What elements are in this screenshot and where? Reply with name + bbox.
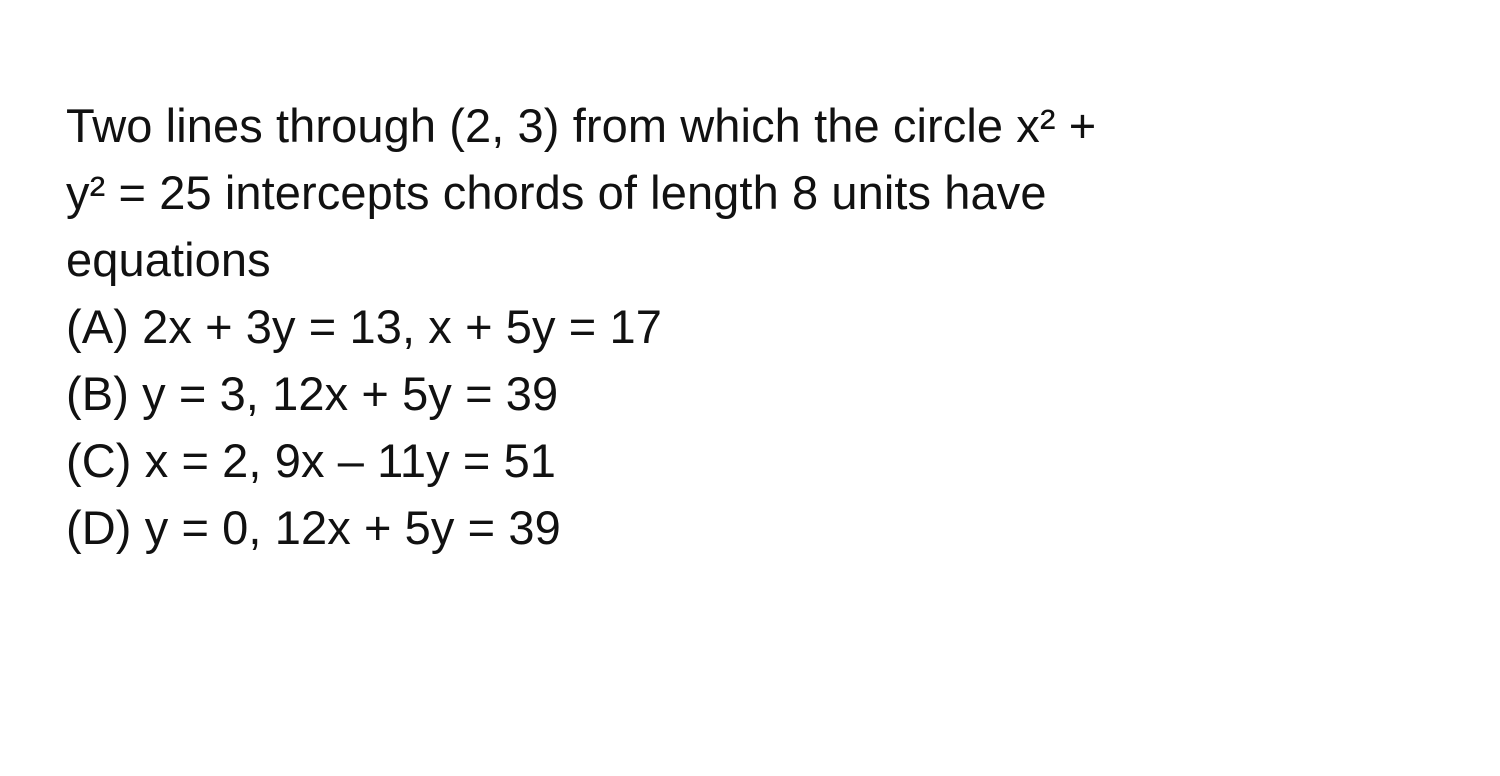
option-b: (B) y = 3, 12x + 5y = 39 <box>66 367 559 420</box>
option-c: (C) x = 2, 9x – 11y = 51 <box>66 434 557 487</box>
question-stem-line-2: y² = 25 intercepts chords of length 8 units have <box>66 166 1047 219</box>
question-stem-line-3: equations <box>66 233 271 286</box>
option-d: (D) y = 0, 12x + 5y = 39 <box>66 501 561 554</box>
question-stem-line-1: Two lines through (2, 3) from which the circle x² + <box>66 99 1097 152</box>
question-block <box>66 92 1396 561</box>
option-a: (A) 2x + 3y = 13, x + 5y = 17 <box>66 300 662 353</box>
